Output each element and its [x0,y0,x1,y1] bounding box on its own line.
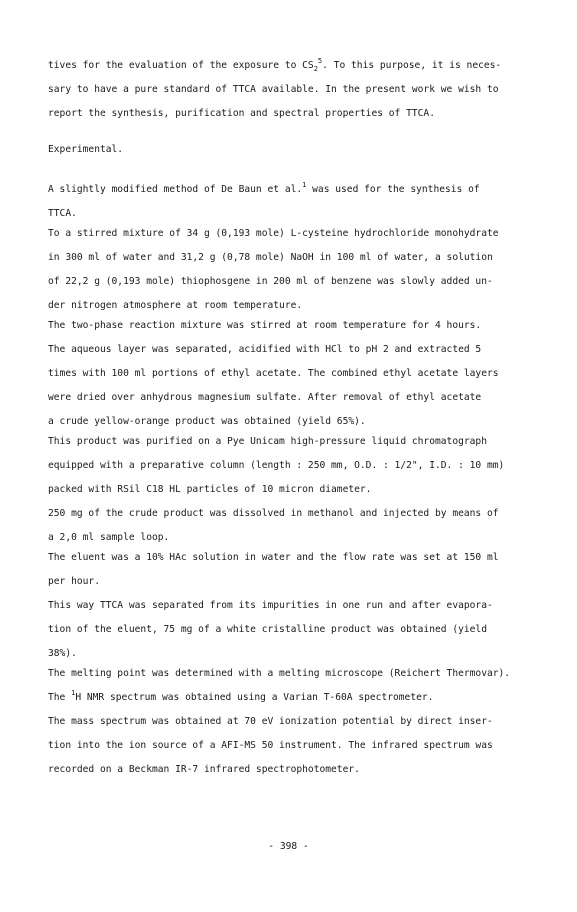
intro-line-1-text: tives for the evaluation of the exposure to CS [48,60,314,71]
workup-line-5: a crude yellow-orange product was obtained (yield 65%). [48,416,366,427]
purification-line-3: packed with RSil C18 HL particles of 10 micron diameter. [48,484,372,495]
nmr-line-start: The [48,692,72,703]
separation-line-1: This way TTCA was separated from its impurities in one run and after evapora- [48,600,493,611]
intro-line-1-end: . To this purpose, it is neces- [322,60,502,71]
synthesis-line-3: of 22,2 g (0,193 mole) thiophosgene in 200 ml of benzene was slowly added un- [48,276,493,287]
method-line-1 [48,181,480,196]
intro-line-1 [48,57,502,73]
synthesis-line-1: To a stirred mixture of 34 g (0,193 mole) L-cysteine hydrochloride monohydrate [48,228,499,239]
method-line-2: TTCA. [48,208,77,219]
mass-spec-line-2: tion into the ion source of a AFI-MS 50 instrument. The infrared spectrum was [48,740,493,751]
workup-line-4: were dried over anhydrous magnesium sulfate. After removal of ethyl acetate [48,392,482,403]
reference-1: 1 [302,181,307,189]
purification-line-1: This product was purified on a Pye Unicam high-pressure liquid chromatograph [48,436,487,447]
melting-point-line: The melting point was determined with a melting microscope (Reichert Thermovar). [48,668,511,679]
injection-line-1: 250 mg of the crude product was dissolved in methanol and injected by means of [48,508,499,519]
eluent-line-2: per hour. [48,576,100,587]
separation-line-2: tion of the eluent, 75 mg of a white cristalline product was obtained (yield [48,624,487,635]
page-number: - 398 - [268,841,309,852]
method-line-1-text: A slightly modified method of De Baun et al. [48,184,303,195]
nmr-line [48,689,434,704]
separation-line-3: 38%). [48,648,77,659]
injection-line-2: a 2,0 ml sample loop. [48,532,170,543]
workup-line-1: The two-phase reaction mixture was stirred at room temperature for 4 hours. [48,320,482,331]
reference-5: 5 [317,57,323,65]
mass-spec-line-1: The mass spectrum was obtained at 70 eV ionization potential by direct inser- [48,716,493,727]
workup-line-3: times with 100 ml portions of ethyl acetate. The combined ethyl acetate layers [48,368,499,379]
nmr-line-text: H NMR spectrum was obtained using a Varian T-60A spectrometer. [75,692,434,703]
workup-line-2: The aqueous layer was separated, acidified with HCl to pH 2 and extracted 5 [48,344,482,355]
mass-spec-line-3: recorded on a Beckman IR-7 infrared spectrophotometer. [48,764,360,775]
subscript-2: 2 [313,65,318,73]
intro-line-3: report the synthesis, purification and spectral properties of TTCA. [48,108,435,119]
synthesis-line-4: der nitrogen atmosphere at room temperature. [48,300,303,311]
synthesis-line-2: in 300 ml of water and 31,2 g (0,78 mole) NaOH in 100 ml of water, a solution [48,252,493,263]
intro-line-2: sary to have a pure standard of TTCA available. In the present work we wish to [48,84,499,95]
eluent-line-1: The eluent was a 10% HAc solution in water and the flow rate was set at 150 ml [48,552,499,563]
superscript-1: 1 [71,689,76,697]
method-line-1-end: was used for the synthesis of [306,184,480,195]
purification-line-2: equipped with a preparative column (length : 250 mm, O.D. : 1/2", I.D. : 10 mm) [48,460,505,471]
section-heading: Experimental. [48,144,124,155]
